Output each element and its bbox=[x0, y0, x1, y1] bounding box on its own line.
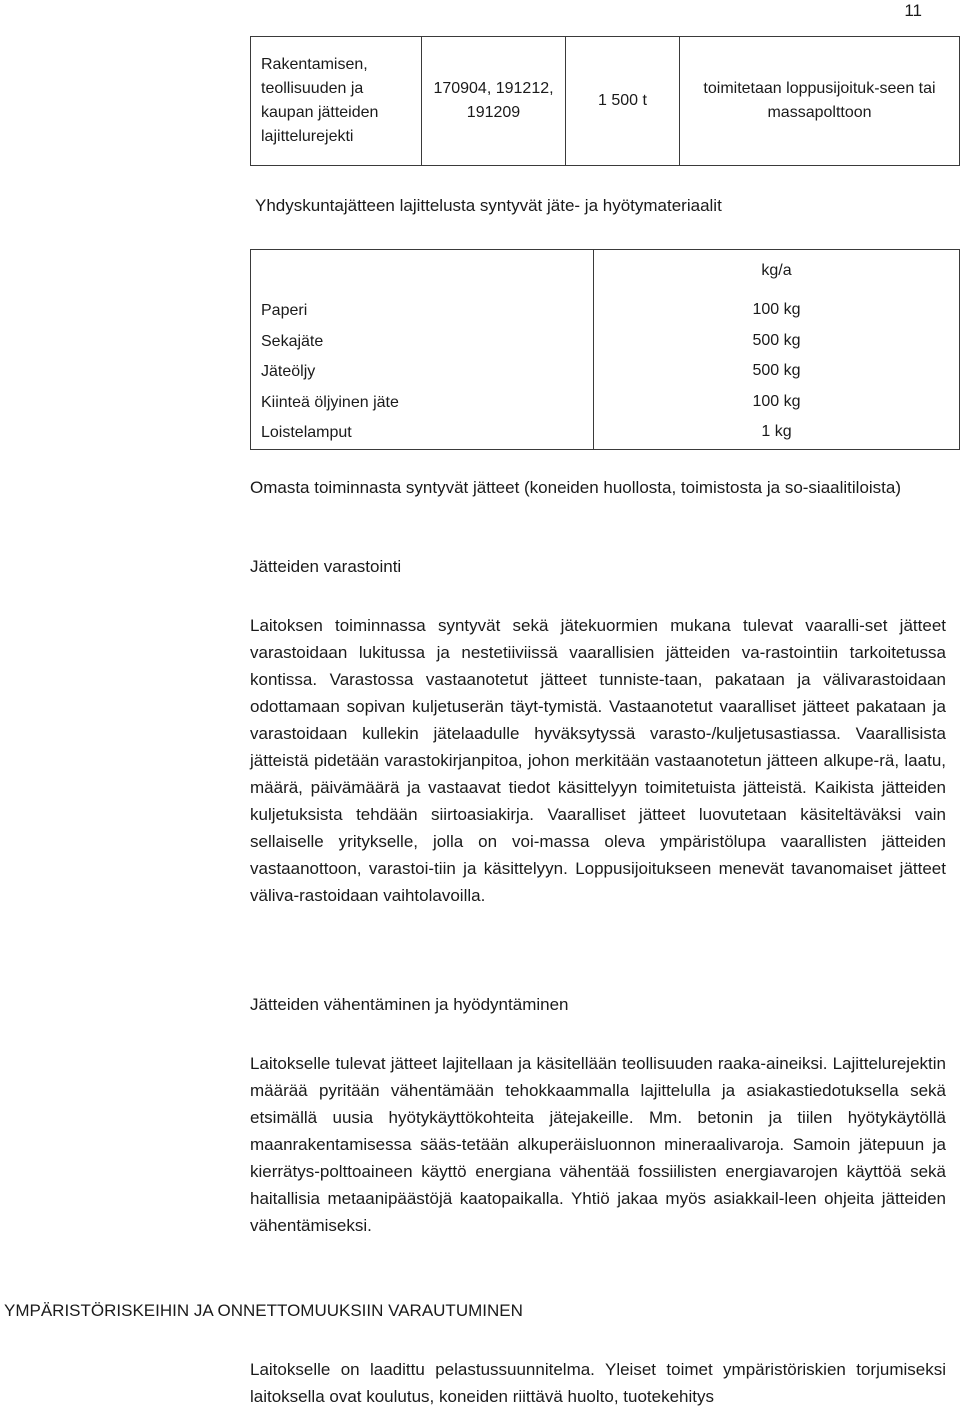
waste-amount: 500 kg bbox=[752, 331, 801, 349]
waste-name: Loistelamput bbox=[261, 424, 352, 441]
waste-name: Kiinteä öljyinen jäte bbox=[261, 393, 399, 411]
waste-names-column bbox=[251, 250, 594, 450]
reject-codes: 170904, 191212, 191209 bbox=[422, 37, 566, 166]
waste-table-caption: Yhdyskuntajätteen lajittelusta syntyvät jäte- ja hyötymateriaalit bbox=[255, 196, 722, 215]
reject-handling: toimitetaan loppusijoituk-seen tai massapolttoon bbox=[680, 37, 960, 166]
reject-table bbox=[250, 36, 960, 166]
reduction-heading: Jätteiden vähentäminen ja hyödyntäminen bbox=[250, 995, 569, 1014]
waste-amounts-column bbox=[594, 250, 960, 450]
waste-name: Paperi bbox=[261, 302, 308, 319]
waste-amount: 100 kg bbox=[752, 392, 801, 410]
own-operations-paragraph: Omasta toiminnasta syntyvät jätteet (koneiden huollosta, toimistosta ja so-siaalitiloista) bbox=[250, 478, 902, 497]
waste-amount: 100 kg bbox=[752, 301, 801, 318]
storage-heading: Jätteiden varastointi bbox=[250, 557, 402, 576]
storage-paragraph: Laitoksen toiminnassa syntyvät sekä jätekuormien mukana tulevat vaaralli-set jätteet varastoidaan lukitussa ja nestetiiviissä vaarallisien jätteiden va-rastointiin tarkoitetussa kontissa. Varastossa vastaanotetut jätteet tunniste-taan, pakataan ja välivarastoidaan odottamaan sopivan kuljetuserän täyt-tymistä. Vastaanotetut vaaralliset jätteet pakataan ja varastoidaan kullekin jätelaadulle hyväksytyssä varasto-/kuljetusastiassa. Vaarallisista jätteistä pidetään varastokirjanpitoa, johon merkitään vastaanotetun jätteen alkupe-rä, laatu, määrä, päivämäärä ja vastaavat tiedot käsittelyyn toimitetuista jätteistä. Kaikista jätteiden kuljetuksista tehdään siirtoasiakirja. Vaaralliset jätteet luovutetaan käsiteltäväksi vain sellaiselle yritykselle, jolla on voi-massa oleva ympäristölupa vaarallisten jätteiden vastaanottoon, varastoi-tiin ja käsittelyyn. Loppusijoitukseen menevät tavanomaiset jätteet väliva-rastoidaan vaihtolavoilla. bbox=[250, 616, 946, 905]
rescue-paragraph: Laitokselle on laadittu pelastussuunnitelma. Yleiset toimet ympäristöriskien torjumiseksi laitoksella ovat koulutus, koneiden riittävä huolto, tuotekehitys bbox=[250, 1360, 946, 1406]
section-title: YMPÄRISTÖRISKEIHIN JA ONNETTOMUUKSIIN VARAUTUMINEN bbox=[4, 1301, 523, 1320]
waste-amount: 500 kg bbox=[752, 362, 801, 379]
waste-amount: 1 kg bbox=[761, 423, 792, 440]
reject-amount: 1 500 t bbox=[566, 37, 680, 166]
unit-header: kg/a bbox=[761, 262, 792, 279]
waste-table bbox=[250, 249, 960, 450]
reduction-paragraph: Laitokselle tulevat jätteet lajitellaan ja käsitellään teollisuuden raaka-aineiksi. Lajittelurejektin määrää pyritään vähentämään tehokkaammalla lajittelulla ja asiakastiedotuksella sekä etsimällä uusia hyötykäyttökohteita jätejakeille. Mm. betonin ja tiilen hyötykäytöllä maanrakentamisessa sääs-tetään alkuperäisluonnon mineraalivaroja. Samoin jätepuun ja kierrätys-polttoaineen käyttö energiana vähentää fossiilisten energiavarojen käyttöä sekä haitallisia metaanipäästöjä kaatopaikalla. Yhtiö jakaa myös asiakkail-leen ohjeita jätteiden vähentämiseksi. bbox=[250, 1054, 946, 1235]
page-number: 11 bbox=[904, 1, 922, 20]
reject-description: Rakentamisen, teollisuuden ja kaupan jätteiden lajittelurejekti bbox=[251, 37, 422, 166]
waste-name: Jäteöljy bbox=[261, 363, 316, 380]
waste-name: Sekajäte bbox=[261, 332, 324, 350]
